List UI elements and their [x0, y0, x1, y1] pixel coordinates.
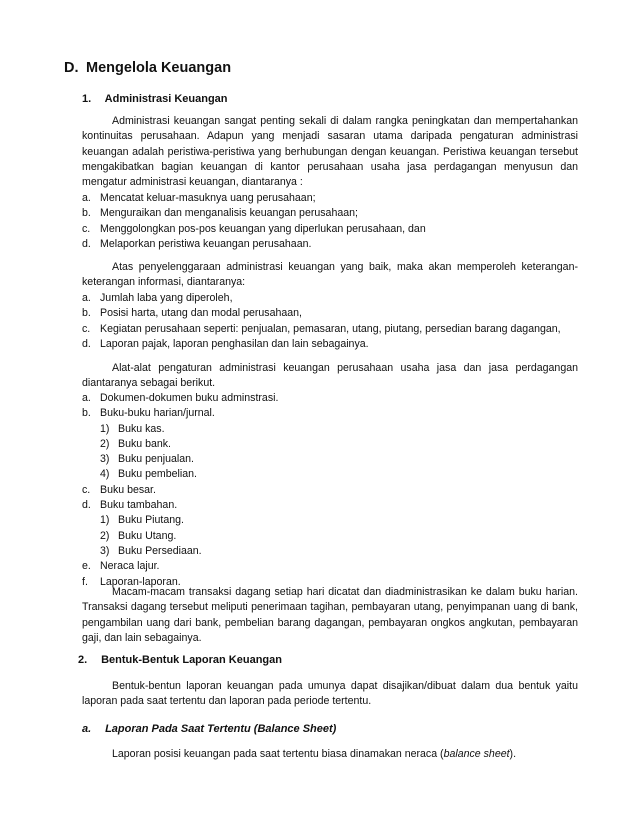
- paragraph-balance-sheet: [82, 747, 578, 762]
- section-number: D.: [64, 60, 79, 76]
- list-marker: a.: [82, 292, 91, 304]
- list-item: [82, 422, 278, 437]
- list-item-text: Buku bank.: [118, 437, 172, 450]
- list-item-text: Buku penjualan.: [118, 453, 194, 466]
- list-item: [82, 483, 278, 498]
- subsection-number: 2.: [78, 654, 88, 666]
- list-marker: 4): [100, 468, 110, 481]
- subsection-heading-2a: [82, 723, 336, 735]
- list-item: [82, 544, 278, 559]
- list-item-text: Neraca lajur.: [100, 560, 160, 573]
- list-item-text: Buku besar.: [100, 483, 156, 496]
- list-item-text: Kegiatan perusahaan seperti: penjualan, pemasaran, utang, piutang, persedian barang dagangan,: [100, 322, 561, 335]
- list-item-text: Buku pembelian.: [118, 468, 197, 481]
- list-marker: 2): [100, 529, 110, 542]
- list-admin-info: [82, 291, 561, 352]
- list-marker: e.: [82, 560, 91, 573]
- list-item: [82, 222, 426, 237]
- list-item: [82, 437, 278, 452]
- list-admin-tools: [82, 391, 278, 590]
- balance-sheet-text-suffix: ).: [509, 748, 517, 760]
- list-item: [82, 529, 278, 544]
- list-item-text: Laporan-laporan.: [100, 575, 181, 588]
- section-title: Mengelola Keuangan: [86, 60, 232, 76]
- list-item: [82, 513, 278, 528]
- list-item: [82, 322, 561, 337]
- paragraph-admin-info: Atas penyelenggaraan administrasi keuangan yang baik, maka akan memperoleh keterangan-keterangan informasi, diantaranya:: [82, 261, 578, 289]
- list-marker: d.: [82, 337, 91, 350]
- subsection-title: Administrasi Keuangan: [104, 93, 228, 105]
- list-admin-tasks: [82, 191, 426, 252]
- list-item: [82, 559, 278, 574]
- paragraph-admin-tools: Alat-alat pengaturan administrasi keuangan perusahaan usaha jasa dan jasa perdagangan diantaranya sebagai berikut.: [82, 362, 578, 390]
- list-marker: 3): [100, 544, 110, 557]
- list-item-text: Menguraikan dan menganalisis keuangan perusahaan;: [100, 207, 358, 220]
- list-item: [82, 498, 278, 513]
- list-item: [82, 406, 278, 421]
- list-marker: a.: [82, 192, 91, 204]
- list-item: [82, 452, 278, 467]
- list-marker: 3): [100, 453, 110, 466]
- list-item-text: Jumlah laba yang diperoleh,: [100, 292, 233, 304]
- list-item: [82, 237, 426, 252]
- subsection-number: a.: [82, 723, 92, 735]
- list-item-text: Menggolongkan pos-pos keuangan yang diperlukan perusahaan, dan: [100, 222, 426, 235]
- list-marker: d.: [82, 499, 91, 512]
- list-item: [82, 337, 561, 352]
- list-item-text: Melaporkan peristiwa keuangan perusahaan.: [100, 237, 312, 250]
- balance-sheet-term: balance sheet: [443, 748, 510, 760]
- list-item: [82, 391, 278, 406]
- list-marker: 1): [100, 514, 110, 527]
- subsection-heading-1: [82, 93, 228, 105]
- list-item: [82, 306, 561, 321]
- list-item: [82, 291, 561, 306]
- list-item: [82, 191, 426, 206]
- list-marker: 1): [100, 422, 110, 435]
- list-item-text: Buku Persediaan.: [118, 544, 202, 557]
- paragraph-admin-intro: Administrasi keuangan sangat penting sekali di dalam rangka peningkatan dan mempertahankan kontinuitas perusahaan. Adapun yang menjadi sasaran utama daripada pengaturan administrasi keuangan adalah peristiwa-peristiwa yang berhubungan dengan keuangan. Peristiwa keuangan tersebut mengakibatkan bagian keuangan di kantor perusahaan usaha jasa perdagangan menyusun dan mengatur administrasi keuangan, diantaranya :: [82, 115, 578, 189]
- paragraph-report-forms: Bentuk-bentun laporan keuangan pada umunya dapat disajikan/dibuat dalam dua bentuk yaitu laporan pada saat tertentu dan laporan pada periode tertentu.: [82, 680, 578, 708]
- list-marker: c.: [82, 222, 91, 235]
- list-marker: b.: [82, 207, 91, 220]
- subsection-title: Bentuk-Bentuk Laporan Keuangan: [101, 654, 282, 666]
- list-item-text: Buku Piutang.: [118, 514, 184, 527]
- list-item-text: Posisi harta, utang dan modal perusahaan,: [100, 307, 303, 320]
- subsection-heading-2: [78, 654, 282, 666]
- section-heading: [64, 60, 231, 76]
- subsection-title: Laporan Pada Saat Tertentu (Balance Sheet): [105, 723, 337, 735]
- list-item-text: Buku-buku harian/jurnal.: [100, 407, 215, 420]
- list-item-text: Buku Utang.: [118, 529, 177, 542]
- list-item: [82, 467, 278, 482]
- balance-sheet-text-prefix: Laporan posisi keuangan pada saat tertentu biasa dinamakan neraca (: [112, 748, 444, 760]
- list-marker: b.: [82, 407, 91, 420]
- subsection-number: 1.: [82, 93, 92, 105]
- list-marker: c.: [82, 322, 91, 335]
- list-item: [82, 206, 426, 221]
- list-marker: 2): [100, 437, 110, 450]
- list-marker: b.: [82, 307, 91, 320]
- list-item-text: Buku kas.: [118, 422, 165, 435]
- list-marker: a.: [82, 392, 91, 404]
- list-item-text: Laporan pajak, laporan penghasilan dan lain sebagainya.: [100, 337, 369, 350]
- list-marker: d.: [82, 237, 91, 250]
- list-item-text: Buku tambahan.: [100, 499, 178, 512]
- list-item-text: Mencatat keluar-masuknya uang perusahaan;: [100, 192, 316, 204]
- paragraph-transactions: Macam-macam transaksi dagang setiap hari dicatat dan diadministrasikan ke dalam buku harian. Transaksi dagang tersebut meliputi penerimaan tagihan, pembayaran utang, penyimpanan uang di bank, pengambilan uang dari bank, pembelian barang dagangan, pembayaran ongkos angkutan, pembayaran gaji, dan lain sebagainya.: [82, 586, 578, 644]
- list-item-text: Dokumen-dokumen buku adminstrasi.: [100, 392, 279, 404]
- list-marker: f.: [82, 575, 88, 588]
- list-marker: c.: [82, 483, 91, 496]
